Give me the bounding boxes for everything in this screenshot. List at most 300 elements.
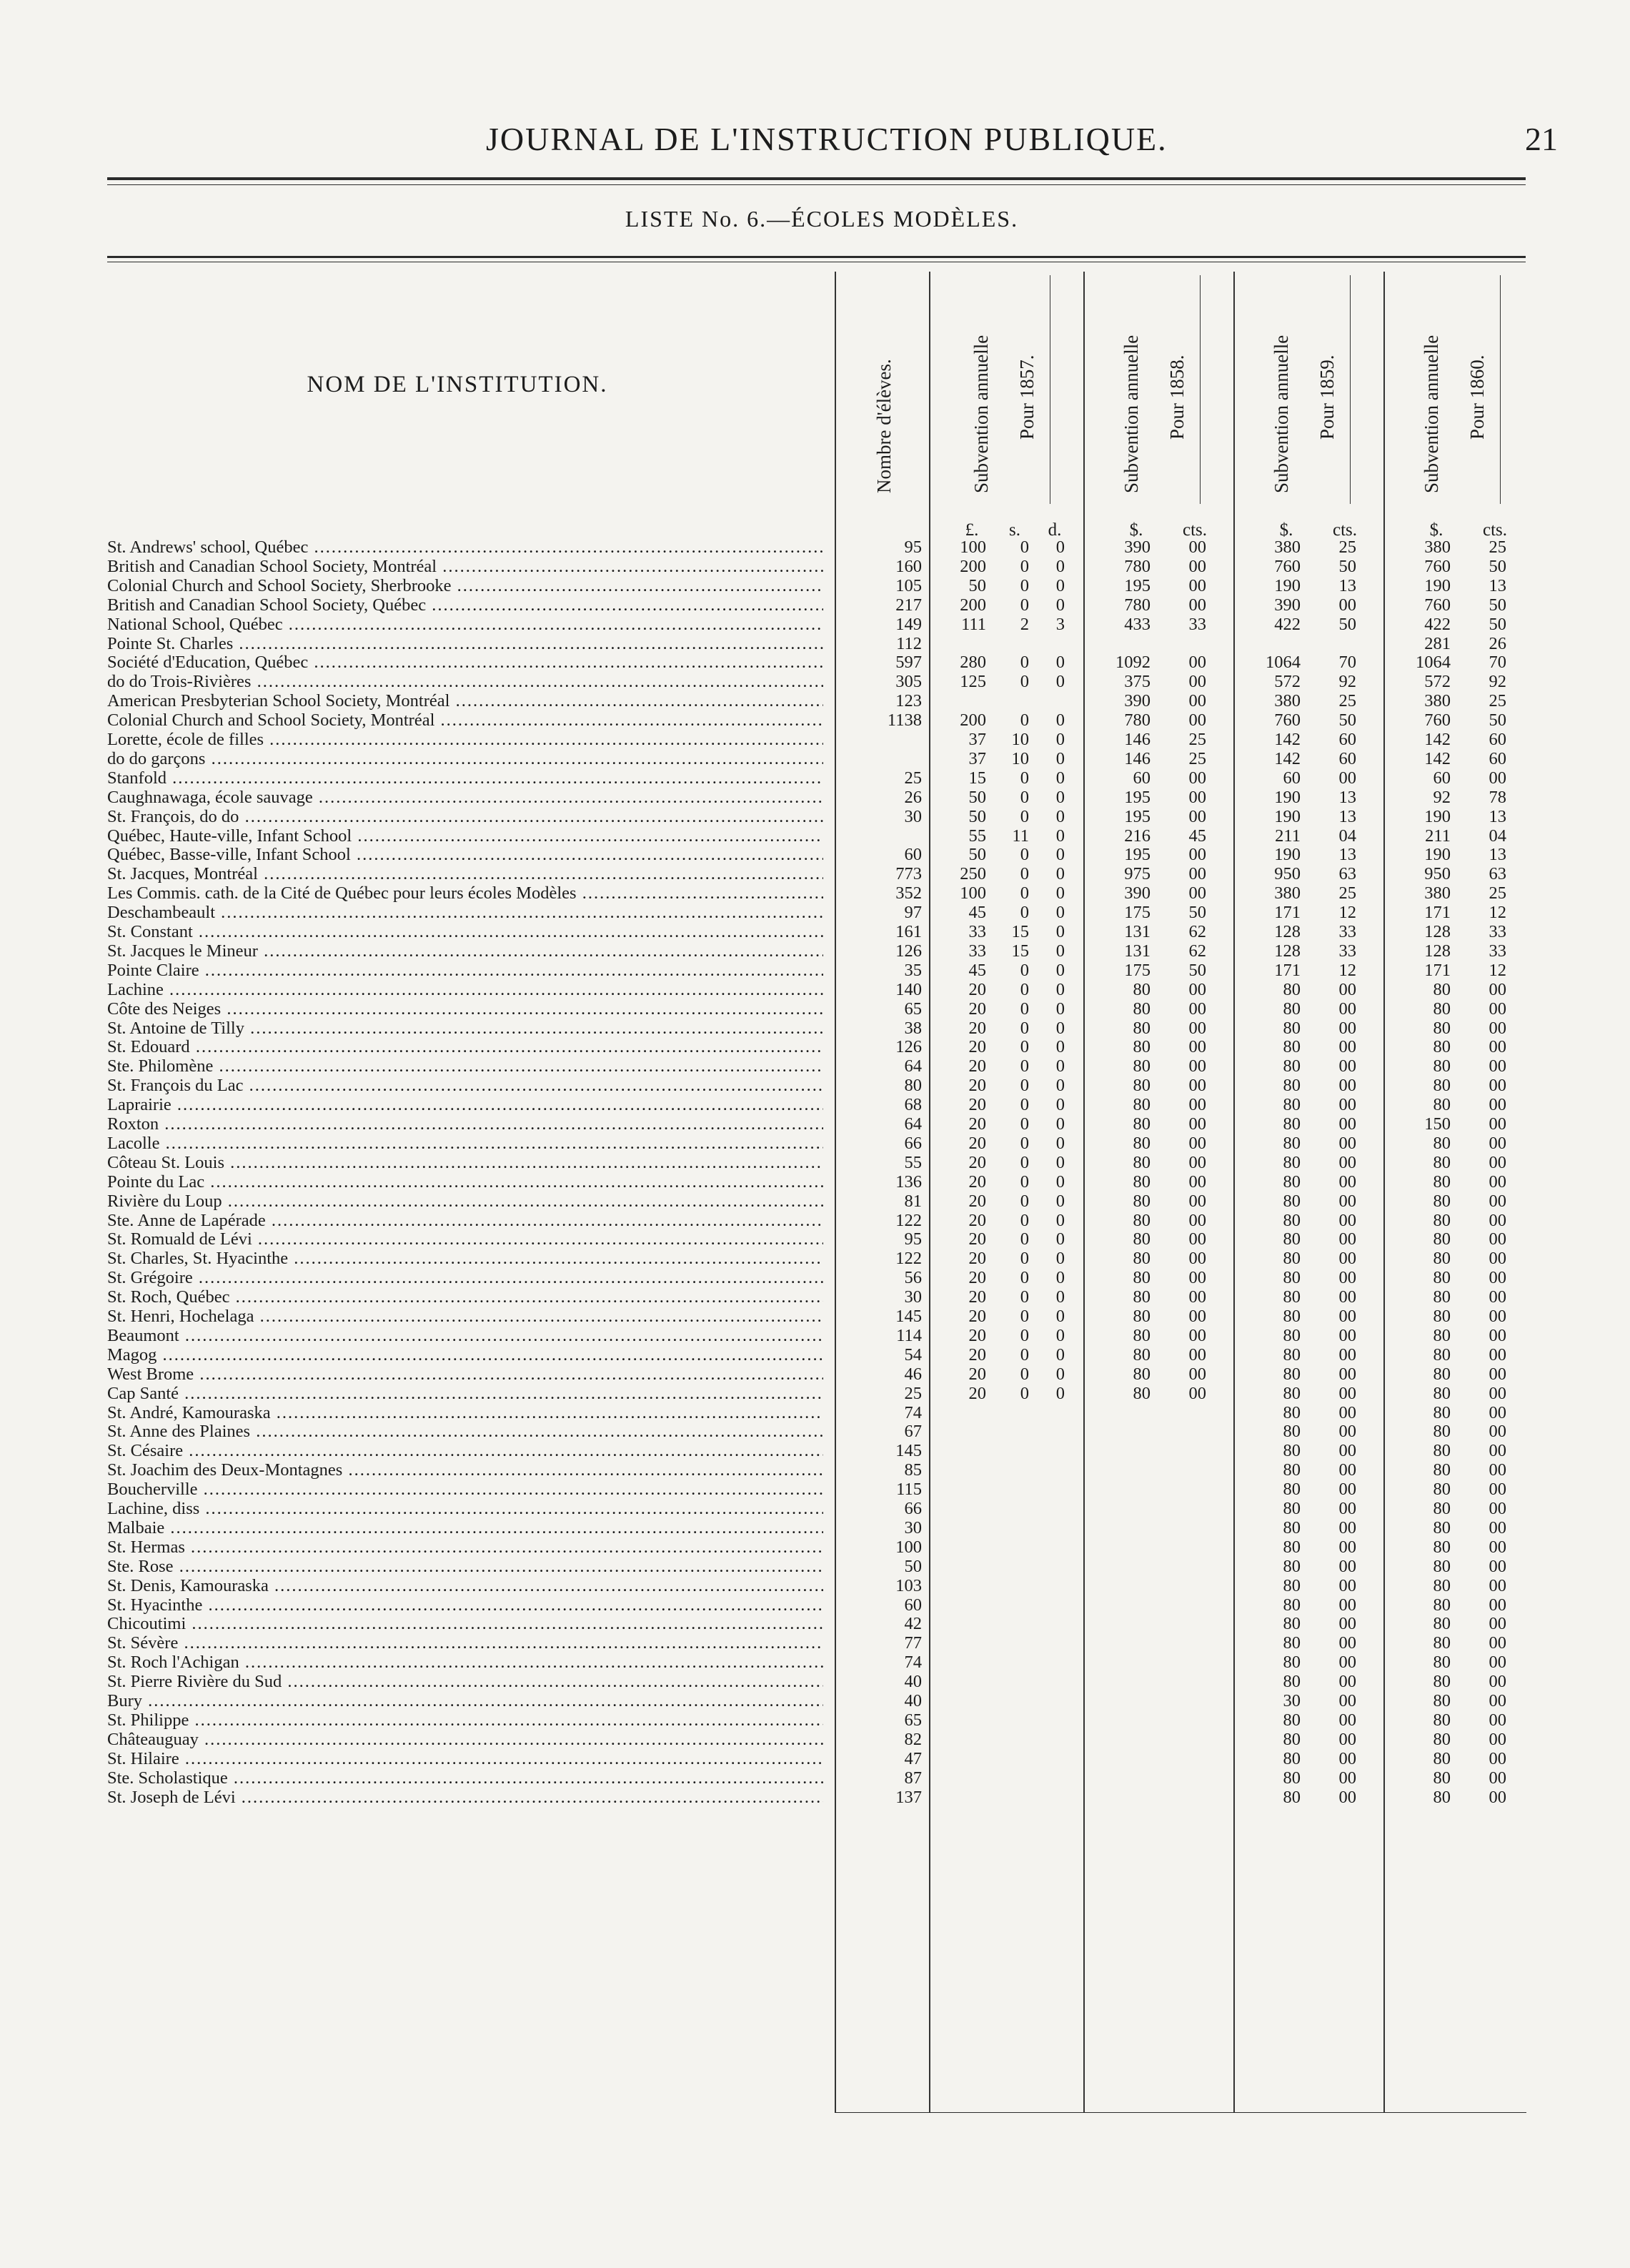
dollars-1858: 390 [1124,883,1151,903]
cents-1859: 13 [1338,845,1356,865]
shillings-1857: 0 [1020,979,1029,999]
cents-1858: 62 [1188,941,1206,961]
dollars-1858: 146 [1124,730,1151,749]
header-rule-thin [107,184,1526,185]
pounds-1857: 200 [960,556,986,576]
dollars-1859: 80 [1283,1768,1301,1788]
shillings-1857: 0 [1020,1325,1029,1345]
dollars-1860: 80 [1433,1249,1451,1269]
cents-1859: 70 [1338,653,1356,673]
dollars-1859: 80 [1283,1499,1301,1518]
shillings-1857: 10 [1011,748,1029,768]
student-count: 67 [904,1422,922,1442]
dollars-1860: 760 [1424,556,1451,576]
cents-1858: 00 [1188,1076,1206,1096]
cents-1860: 78 [1489,787,1506,807]
unit-dollars-1860: $. [1429,520,1443,540]
table-row [107,1134,1529,1154]
dollars-1858: 80 [1133,1018,1151,1038]
pence-1857: 0 [1055,1229,1065,1249]
pence-1857: 0 [1055,653,1065,673]
table-row [107,1019,1529,1039]
table-row [107,749,1529,769]
table-row [107,1172,1529,1192]
cents-1858: 00 [1188,1172,1206,1192]
cents-1860: 60 [1489,730,1506,749]
shillings-1857: 0 [1020,1364,1029,1384]
pence-1857: 0 [1055,1268,1065,1288]
pounds-1857: 20 [968,1229,986,1249]
cents-1859: 00 [1338,1710,1356,1730]
dollars-1859: 1064 [1266,653,1301,673]
cents-1859: 00 [1338,1037,1356,1057]
student-count: 46 [904,1364,922,1384]
dollars-1860: 92 [1433,787,1451,807]
pence-1857: 0 [1055,672,1065,692]
table-row [107,1730,1529,1750]
pence-1857: 0 [1055,903,1065,923]
school-name: Québec, Basse-ville, Infant School ..... [107,845,823,865]
school-name: St. André, Kamouraska ..... [107,1403,823,1423]
dollars-1859: 760 [1274,710,1301,731]
school-name: Les Commis. cath. de la Cité de Québec pour leurs écoles Modèles ..... [107,883,823,903]
dollars-1860: 80 [1433,1460,1451,1480]
pounds-1857: 20 [968,1076,986,1096]
dollars-1858: 195 [1124,845,1151,865]
cents-1859: 00 [1338,1383,1356,1403]
school-name: West Brome ..... [107,1365,823,1385]
pounds-1857: 20 [968,1056,986,1076]
student-count: 123 [895,691,922,711]
dollars-1858: 80 [1133,1325,1151,1345]
school-name: Lorette, école de filles ..... [107,730,823,750]
student-count: 77 [904,1633,922,1653]
dollars-1860: 80 [1433,1037,1451,1057]
dollars-1858: 80 [1133,979,1151,999]
cents-1860: 00 [1489,1710,1506,1730]
table-row [107,1114,1529,1134]
student-count: 66 [904,1133,922,1153]
dollars-1859: 80 [1283,999,1301,1019]
student-count: 160 [895,556,922,576]
dollars-1858: 60 [1133,768,1151,788]
pounds-1857: 20 [968,1018,986,1038]
table-row [107,1518,1529,1538]
shillings-1857: 0 [1020,556,1029,576]
shillings-1857: 0 [1020,1307,1029,1326]
dollars-1858: 80 [1133,1133,1151,1153]
table-row [107,1249,1529,1269]
school-name: Magog ..... [107,1345,823,1365]
school-name: Pointe St. Charles ..... [107,634,823,654]
student-count: 25 [904,768,922,788]
cents-1860: 00 [1489,1460,1506,1480]
pounds-1857: 37 [968,730,986,749]
dollars-1859: 190 [1274,787,1301,807]
shillings-1857: 0 [1020,1037,1029,1057]
dollars-1859: 80 [1283,1480,1301,1500]
school-name: Boucherville ..... [107,1480,823,1500]
cents-1859: 00 [1338,1114,1356,1134]
school-name: Ste. Scholastique ..... [107,1768,823,1788]
table-row [107,941,1529,961]
cents-1859: 00 [1338,1422,1356,1442]
dollars-1860: 80 [1433,1729,1451,1749]
dollars-1859: 80 [1283,1287,1301,1307]
dollars-1859: 80 [1283,1172,1301,1192]
pence-1857: 0 [1055,1383,1065,1403]
school-name: St. Romuald de Lévi ..... [107,1229,823,1249]
table-row [107,1192,1529,1212]
school-name: do do garçons ..... [107,749,823,769]
dollars-1859: 80 [1283,1422,1301,1442]
pence-1857: 0 [1055,1307,1065,1326]
pounds-1857: 20 [968,1191,986,1211]
student-count: 64 [904,1114,922,1134]
student-count: 217 [895,595,922,615]
student-count: 74 [904,1402,922,1422]
dollars-1860: 80 [1433,1402,1451,1422]
pounds-1857: 50 [968,575,986,595]
shillings-1857: 0 [1020,1056,1029,1076]
dollars-1859: 80 [1283,1076,1301,1096]
dollars-1860: 80 [1433,1517,1451,1537]
dollars-1859: 171 [1274,960,1301,980]
school-name: Côte des Neiges ..... [107,999,823,1019]
dollars-1859: 190 [1274,806,1301,826]
school-name: Beaumont ..... [107,1326,823,1346]
cents-1860: 00 [1489,1499,1506,1518]
cents-1860: 25 [1489,883,1506,903]
pounds-1857: 20 [968,1287,986,1307]
dollars-1859: 80 [1283,1787,1301,1807]
cents-1860: 00 [1489,1768,1506,1788]
dollars-1859: 950 [1274,864,1301,884]
cents-1860: 50 [1489,614,1506,634]
table-row [107,710,1529,731]
dollars-1859: 80 [1283,1537,1301,1557]
pounds-1857: 20 [968,1114,986,1134]
dollars-1858: 375 [1124,672,1151,692]
table-row [107,1441,1529,1461]
school-name: St. Jacques, Montréal ..... [107,864,823,884]
pence-1857: 0 [1055,595,1065,615]
school-name: St. François du Lac ..... [107,1076,823,1096]
pence-1857: 0 [1055,1133,1065,1153]
student-count: 74 [904,1653,922,1673]
table-row [107,883,1529,903]
dollars-1858: 146 [1124,748,1151,768]
dollars-1858: 80 [1133,1249,1151,1269]
cents-1860: 00 [1489,1517,1506,1537]
cents-1859: 63 [1338,864,1356,884]
school-name: Ste. Philomène ..... [107,1056,823,1076]
unit-dollars-1858: $. [1129,520,1143,540]
pounds-1857: 100 [960,538,986,557]
student-count: 35 [904,960,922,980]
dollars-1860: 211 [1425,826,1451,846]
school-name: St. Roch l'Achigan ..... [107,1653,823,1673]
pounds-1857: 20 [968,1268,986,1288]
cents-1859: 00 [1338,1787,1356,1807]
dollars-1858: 195 [1124,787,1151,807]
table-row [107,1672,1529,1692]
school-name: British and Canadian School Society, Québec ..... [107,595,823,615]
dollars-1858: 80 [1133,1383,1151,1403]
column-header-subsidy-1859: Subvention annuelle [1271,335,1292,493]
dollars-1859: 760 [1274,556,1301,576]
shillings-1857: 0 [1020,672,1029,692]
shillings-1857: 0 [1020,595,1029,615]
pence-1857: 0 [1055,538,1065,557]
dollars-1858: 80 [1133,999,1151,1019]
table-row [107,730,1529,750]
school-name: Pointe Claire ..... [107,961,823,981]
cents-1858: 00 [1188,691,1206,711]
school-name: Ste. Rose ..... [107,1557,823,1577]
table-row [107,691,1529,711]
cents-1859: 00 [1338,1441,1356,1461]
dollars-1858: 80 [1133,1037,1151,1057]
dollars-1859: 80 [1283,1364,1301,1384]
pounds-1857: 15 [968,768,986,788]
pounds-1857: 20 [968,1133,986,1153]
pence-1857: 0 [1055,979,1065,999]
dollars-1860: 80 [1433,1768,1451,1788]
shillings-1857: 0 [1020,1210,1029,1230]
cents-1860: 00 [1489,1787,1506,1807]
cents-1858: 00 [1188,1307,1206,1326]
cents-1859: 12 [1338,903,1356,923]
dollars-1858: 216 [1124,826,1151,846]
table-row [107,1095,1529,1115]
cents-1858: 00 [1188,883,1206,903]
cents-1860: 00 [1489,1133,1506,1153]
column-header-year-1859: Pour 1859. [1316,355,1338,440]
student-count: 126 [895,1037,922,1057]
cents-1858: 00 [1188,787,1206,807]
cents-1858: 00 [1188,1191,1206,1211]
school-name: St. Hermas ..... [107,1537,823,1558]
cents-1859: 60 [1338,730,1356,749]
student-count: 114 [896,1325,922,1345]
pounds-1857: 45 [968,903,986,923]
cents-1859: 50 [1338,556,1356,576]
dollars-1860: 80 [1433,1210,1451,1230]
table-bottom-rule [835,2112,1526,2113]
cents-1860: 50 [1489,556,1506,576]
student-count: 145 [895,1441,922,1461]
student-count: 30 [904,806,922,826]
shillings-1857: 0 [1020,806,1029,826]
shillings-1857: 2 [1020,614,1029,634]
dollars-1860: 380 [1424,538,1451,557]
student-count: 95 [904,538,922,557]
cents-1859: 00 [1338,1729,1356,1749]
shillings-1857: 0 [1020,1268,1029,1288]
cents-1859: 13 [1338,787,1356,807]
pounds-1857: 20 [968,1152,986,1172]
student-count: 100 [895,1537,922,1557]
pence-1857: 0 [1055,768,1065,788]
cents-1858: 00 [1188,672,1206,692]
dollars-1860: 80 [1433,1172,1451,1192]
cents-1860: 00 [1489,1172,1506,1192]
pounds-1857: 111 [961,614,986,634]
shillings-1857: 0 [1020,1383,1029,1403]
pounds-1857: 20 [968,979,986,999]
school-name: Colonial Church and School Society, Sherbrooke ..... [107,576,823,596]
dollars-1859: 128 [1274,922,1301,941]
pounds-1857: 20 [968,1095,986,1115]
school-name: St. François, do do ..... [107,807,823,827]
cents-1860: 00 [1489,1056,1506,1076]
unit-cents-1860: cts. [1482,520,1508,540]
shillings-1857: 15 [1011,941,1029,961]
cents-1860: 00 [1489,1595,1506,1615]
table-row [107,788,1529,808]
shillings-1857: 10 [1011,730,1029,749]
cents-1858: 00 [1188,1095,1206,1115]
cents-1858: 00 [1188,845,1206,865]
cents-1858: 00 [1188,595,1206,615]
school-name: St. Grégoire ..... [107,1268,823,1288]
cents-1859: 60 [1338,748,1356,768]
student-count: 54 [904,1345,922,1365]
dollars-1859: 80 [1283,1614,1301,1634]
dollars-1860: 80 [1433,1287,1451,1307]
shillings-1857: 0 [1020,1076,1029,1096]
dollars-1860: 80 [1433,1076,1451,1096]
table-row [107,903,1529,923]
cents-1859: 25 [1338,691,1356,711]
cents-1860: 25 [1489,538,1506,557]
cents-1860: 00 [1489,1095,1506,1115]
cents-1859: 00 [1338,768,1356,788]
student-count: 47 [904,1748,922,1768]
student-count: 60 [904,1595,922,1615]
dollars-1860: 171 [1424,960,1451,980]
student-count: 38 [904,1018,922,1038]
cents-1859: 00 [1338,1287,1356,1307]
school-name: Laprairie ..... [107,1095,823,1115]
pounds-1857: 20 [968,999,986,1019]
pounds-1857: 33 [968,941,986,961]
pounds-1857: 20 [968,1210,986,1230]
cents-1859: 00 [1338,1691,1356,1710]
shillings-1857: 0 [1020,710,1029,731]
journal-title: JOURNAL DE L'INSTRUCTION PUBLIQUE. [486,121,1168,157]
shillings-1857: 15 [1011,922,1029,941]
unit-cents-1859: cts. [1332,520,1358,540]
dollars-1858: 80 [1133,1229,1151,1249]
dollars-1860: 80 [1433,1614,1451,1634]
cents-1860: 00 [1489,1037,1506,1057]
table-row [107,1307,1529,1327]
table-row [107,1768,1529,1788]
dollars-1858: 390 [1124,538,1151,557]
school-name: Malbaie ..... [107,1518,823,1538]
dollars-1859: 572 [1274,672,1301,692]
school-name: St. Pierre Rivière du Sud ..... [107,1672,823,1692]
dollars-1858: 80 [1133,1307,1151,1326]
dollars-1859: 190 [1274,845,1301,865]
dollars-1860: 80 [1433,1691,1451,1710]
dollars-1859: 142 [1274,730,1301,749]
pence-1857: 0 [1055,1152,1065,1172]
table-row [107,634,1529,654]
pounds-1857: 45 [968,960,986,980]
cents-1859: 00 [1338,1076,1356,1096]
cents-1859: 13 [1338,806,1356,826]
dollars-1860: 80 [1433,979,1451,999]
dollars-1860: 80 [1433,1307,1451,1326]
dollars-1860: 80 [1433,1595,1451,1615]
cents-1860: 00 [1489,1422,1506,1442]
cents-1860: 12 [1489,960,1506,980]
cents-1858: 00 [1188,806,1206,826]
cents-1858: 00 [1188,1287,1206,1307]
dollars-1860: 190 [1424,806,1451,826]
cents-1860: 00 [1489,1633,1506,1653]
dollars-1859: 80 [1283,1441,1301,1461]
student-count: 95 [904,1229,922,1249]
pence-1857: 0 [1055,787,1065,807]
dollars-1859: 128 [1274,941,1301,961]
pence-1857: 0 [1055,748,1065,768]
table-row [107,826,1529,846]
pence-1857: 0 [1055,1191,1065,1211]
school-name: Lachine ..... [107,980,823,1000]
cents-1858: 00 [1188,538,1206,557]
pounds-1857: 200 [960,710,986,731]
student-count: 122 [895,1210,922,1230]
cents-1859: 00 [1338,1152,1356,1172]
school-name: Lacolle ..... [107,1134,823,1154]
cents-1858: 00 [1188,864,1206,884]
column-header-year-1860: Pour 1860. [1466,355,1488,440]
shillings-1857: 0 [1020,960,1029,980]
cents-1860: 00 [1489,1748,1506,1768]
cents-1860: 00 [1489,1210,1506,1230]
dollars-1860: 281 [1424,633,1451,653]
dollars-1859: 80 [1283,979,1301,999]
dollars-1860: 80 [1433,1152,1451,1172]
pounds-1857: 20 [968,1325,986,1345]
cents-1859: 25 [1338,883,1356,903]
cents-1859: 00 [1338,1653,1356,1673]
shillings-1857: 0 [1020,1133,1029,1153]
school-name: St. Jacques le Mineur ..... [107,941,823,961]
dollars-1858: 131 [1124,922,1151,941]
column-header-students: Nombre d'élèves. [873,359,895,493]
dollars-1859: 142 [1274,748,1301,768]
pounds-1857: 20 [968,1307,986,1326]
table-row [107,672,1529,692]
shillings-1857: 0 [1020,999,1029,1019]
school-name: St. Edouard ..... [107,1037,823,1057]
student-count: 68 [904,1095,922,1115]
cents-1859: 00 [1338,1172,1356,1192]
cents-1858: 00 [1188,1056,1206,1076]
cents-1859: 00 [1338,1595,1356,1615]
pence-1857: 0 [1055,941,1065,961]
cents-1859: 00 [1338,1364,1356,1384]
dollars-1860: 760 [1424,710,1451,731]
cents-1858: 00 [1188,768,1206,788]
dollars-1860: 142 [1424,748,1451,768]
dollars-1858: 131 [1124,941,1151,961]
